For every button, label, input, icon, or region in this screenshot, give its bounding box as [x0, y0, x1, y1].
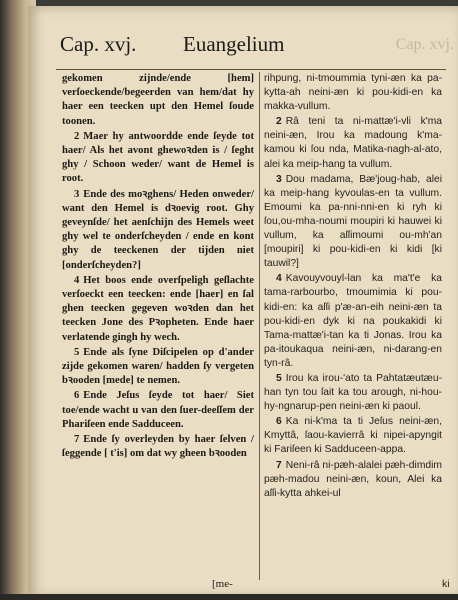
verse-number: 5: [74, 346, 80, 358]
verse-number: 6: [74, 390, 80, 402]
verse-text: rihpung, ni-tmoummia tyni-æn ka pa-kytta-ah neini-æn ki pou-kidi-en ka makka-vullum.: [264, 73, 442, 113]
verse-text: Ende ſy overleyden by haer ſelven / ſeggende [ t'is] om dat wy gheen bꝛooden: [62, 434, 254, 460]
verse-paragraph: [264, 72, 442, 114]
bleed-through-text: Cap. xvj.: [395, 36, 454, 53]
verse-number: 2: [74, 130, 80, 142]
verse-paragraph: [62, 433, 254, 461]
verse-paragraph: [264, 459, 442, 501]
verse-text: gekomen zijnde/ende [hem] verſoeckende/begeerden van hem/dat hy haer een teecken upt den Hemel ſoude toonen.: [62, 73, 254, 127]
verse-text: Irou ka irou-'ato ta Pahtatæutæu-han tyn tou ſait ka tou arough, ni-hou-hy-ngnarup-pen neini-æn ki paoul.: [264, 372, 442, 413]
verse-paragraph: [62, 346, 254, 389]
bottom-shadow: [0, 594, 458, 600]
verse-paragraph: [264, 372, 442, 414]
verse-paragraph: [264, 173, 442, 272]
verse-text: Ka ni-k'ma ta ti Jeſus neini-æn, Kmyttâ, ſaou-kavierrâ ki nipei-apyngit ki Fariſeen ki Sadduceen-appa.: [264, 416, 442, 456]
verse-paragraph: [62, 130, 254, 187]
catchword-left: [me-: [212, 578, 233, 590]
verse-text: Ende als ſyne Diſcipelen op d'ander zijde gekomen waren/ hadden ſy vergeten bꝛooden [mede] te nemen.: [62, 346, 254, 387]
verse-text: Het boos ende overſpeligh geſlachte verſoeckt een teecken: ende [haer] en ſal ghen teecken gegeven woꝛden dan het teecken Jone des Pꝛopheten. Ende haer verlatende gingh hy wech.: [62, 274, 254, 343]
verse-number: 3: [74, 188, 80, 200]
book-page: [28, 6, 458, 598]
verse-paragraph: [62, 274, 254, 345]
book-title: Euangelium: [183, 32, 285, 56]
verse-paragraph: [264, 272, 442, 371]
verse-paragraph: [264, 415, 442, 457]
verse-text: Ende des moꝛghens/ Heden onweder/ want den Hemel is dꝛoevig root. Ghy geveynſde/ het aenſchijn des Hemels weet ghy wel te onderſcheyden / ende en kont ghy de teeckenen der tijden niet [onderſcheyden?]: [62, 188, 254, 271]
verse-text: Kavouyvouyl-lan ka ma't'e ka tama-rarbourbo, tmoumimia ki pou-kidi-en: ka aſſi p'æ-an-eih neini-æn ta pou-kidi-en dyk ki na poukakidi ki Tama-mattæ'i-tan ka ti Jonas. Irou ka pa-itoukaqua neini-æn, ni-darang-en tyn-râ.: [264, 273, 442, 369]
verse-paragraph: [62, 389, 254, 432]
verse-number: 7: [276, 459, 282, 471]
verse-number: 6: [276, 416, 282, 428]
verse-number: 5: [276, 372, 282, 384]
verse-text: Ende Jeſus ſeyde tot haer/ Siet toe/ende wacht u van den ſuer-deeſſem der Phariſeen ende Sadduceen.: [62, 390, 254, 430]
verse-paragraph: [62, 188, 254, 273]
column-divider: [259, 72, 260, 580]
verse-text: Râ teni ta ni-mattæ'i-vli k'ma neini-æn, Irou ka madoung k'ma-kamou ki ſou nda, Matika-nagh-al-ato, alei ka meip-hang ta vullum.: [264, 116, 442, 170]
verse-text: Maer hy antwoordde ende ſeyde tot haer/ Als het avont ghewoꝛden is / ſeght ghy / Schoon weder/ want de Hemel is root.: [62, 130, 254, 185]
verse-number: 4: [74, 274, 80, 286]
chapter-heading: Cap. xvj.: [60, 32, 137, 56]
verse-number: 2: [276, 116, 282, 128]
verse-number: 7: [74, 434, 80, 446]
verse-number: 4: [276, 273, 282, 285]
verse-paragraph: [264, 115, 442, 171]
verse-number: 3: [276, 173, 282, 185]
formosan-column: [264, 72, 442, 502]
verse-text: Neni-râ ni-pæh-alalei pæh-dimdim pæh-madou neini-æn, koun, Alei ka aſſi-kytta ahkei-ul: [264, 459, 442, 499]
header-rule: [56, 69, 446, 70]
catchword-right: ki: [442, 578, 450, 590]
verse-paragraph: [62, 72, 254, 129]
verse-text: Dou madama, Bæ'joug-hab, alei ka meip-hang kyvoulas-en ta vullum. Emoumi ka pa-nni-nni-en ki ryh ki ſou,ou-mha-noumi moupiri ki hauwei ki vullum, ka aſſimoumi ou-mh'an [moupiri] ki pou-kidi-en ki kidi [ki tauwil?]: [264, 173, 442, 270]
dutch-column: [62, 72, 254, 462]
